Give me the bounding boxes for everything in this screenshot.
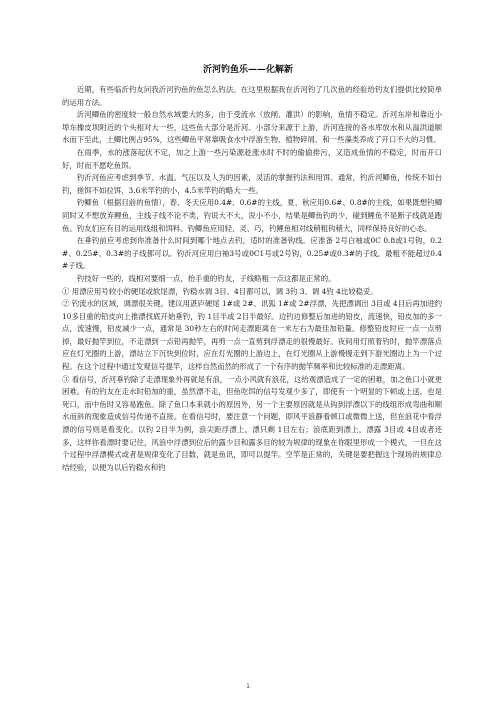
page-number: 1 (246, 683, 250, 690)
page-title: 沂河钓鱼乐——化解新 (202, 65, 293, 75)
paragraph-method: 钓沂河鱼应考虑到季节、水温、气压以及人为的因素，灵活的掌握钓法和用饵。通常，钓沂河鲫鱼，传统不如台钓，搓饵不如拉饵，3.6米竿钓的小，4.5米竿钓的略大一些。 (62, 173, 442, 195)
paragraph-line-choice: 钓鲫鱼（根据目前的鱼情），春、冬天应用0.4#、0.6#的主线，夏、秋应用0.6#、0.8#的主线，如果既想钓鲫同时又不想放弃鲤鱼，主线子线不论不类，钓说大不大，说小不小，结果是鲫鱼钓的少，碰到鲤鱼不是断子线就是跑鱼。钓友们应有目的运用线组和饵料。钓鲫鱼应用轻、灵、巧，钓鲤鱼相对线稍粗钩稍大，同样保持良好的心态。 (62, 198, 442, 233)
paragraph-float-still-water: ① 用漂应用号较小的硬尾或软尾漂，钓稳水调 3目、4目都可以，调 3钓 3、调 4钓 4比较稳妥。 (62, 286, 378, 296)
article-body (62, 84, 442, 474)
paragraph-hooks: 在垂钓前应考虑到你准备什么时间到哪个地点去钓，适时的准备钩线。应准备 2号白袖或0C 0.8或1号钩，0.2#、0.25#、0.3#的子线都可以。钓沂河应用白袖3号或0C1号或2号钩，0.25#或0.3#的子线，最粗不能超过0.4#子线。 (62, 236, 442, 271)
paragraph-intro: 近期，有些临沂钓友问我沂河钓鱼的鱼怎么钓法。在这里根据我在沂河钓了几次鱼的经验给钓友们提供比较简单的运用方法。 (62, 85, 442, 107)
paragraph-skill: 钓技好一些的，线相对要细一点，抬手重的钓友，子线略粗一点这都是正常的。 (76, 273, 336, 283)
paragraph-float-flowing-water: ② 钓流水的区域，调漂很关键。建议用湛庐硬尾 1#或 2#、讯狐 1#或 2#浮漂，先把漂调出 3目或 4目后再加进约 10多目重的铅皮向上推漂找底开始垂钓，钓 1目半或 2目半最好。边钓边修整后加进的铅皮，流速快，铅皮加的多一点，流速慢，铅皮减少一点，通常是 30秒左右的时间走漂距离在一米左右为最佳加铅量。修整铅皮时应一点一点剪掉，最好抛竿到位，不走漂到一点铅再抛竿，再剪一点一直剪到浮漂走的很慢最好。夜间用灯照着钓时，抛竿漂落点应在灯光圈的上游，漂站立下沉快到位时，应在灯光圈的上游边上，在灯光圈从上游慢慢走到下游光圈边上为一个过程。在这个过程中通过发观信号提竿，这样自然而然的形成了一个有序的抛竿频率和比较标准的走漂距离。 (62, 299, 442, 372)
paragraph-fish-density: 沂河鲫鱼的密度较一般自然水域要大的多，由于受流水（放闸、灌洪）的影响，鱼情不稳定。沂河东岸和靠近小埠东橡皮坝附近的个头相对大一些，这些鱼大部分是沂河、小部分来源于上游，沂河连接的各水库放水和从溢洪道顺水而下至此，土鲫比例占95%，这些鲫鱼平常靠吸食水中浮游生物、植物碎屑、和一些藻类养成了开口不大的习惯。 (62, 110, 442, 145)
paragraph-rainy-season: 在雨季，水的涨落起伏不定，加之上游一些污染源趁涨水时不时的偷偷排污，又造成鱼情的不稳定，时而开口好，时而不愿吃鱼饵。 (62, 147, 442, 170)
paragraph-reading-signals: ③ 看信号，沂河垂钓除了走漂现象外再就是有浪，一点小风就有浪花，这给观漂造成了一定的困难，加之鱼口小就更困难。有的钓友在走水时铅加的重，虽然漂不走，但鱼吃饵的信号发观少多了，即使有一个明显的下顿或上送，也是死口，而中鱼时又容易跑鱼。除了鱼口本来就小的原因外，另一个主要原因就是从钩到浮漂以下的线组形成弯曲和顺水而斜的现象造成信号传递不直接。在看信号时，要注意一个问题，即风平浪静看顿口或微微上送，但在浪花中看浮漂的信号则是看变化。以钓 2目半为例，浪尖距浮漂上，漂只剩 1目左右；浪底距到漂上，漂露 3目或 4目或者还多，这样你看漂时要记住，风浪中浮漂到位后的露少目和露多目的较为规律的现象在你眼里形成一个模式，一旦在这个过程中浮漂模式或者是规律变化了目数，就是鱼讯，即可以提竿。空竿是正常的，关键是要把握这个现场的规律总结经验，以便为以后钓稳水和钓 (62, 374, 442, 472)
